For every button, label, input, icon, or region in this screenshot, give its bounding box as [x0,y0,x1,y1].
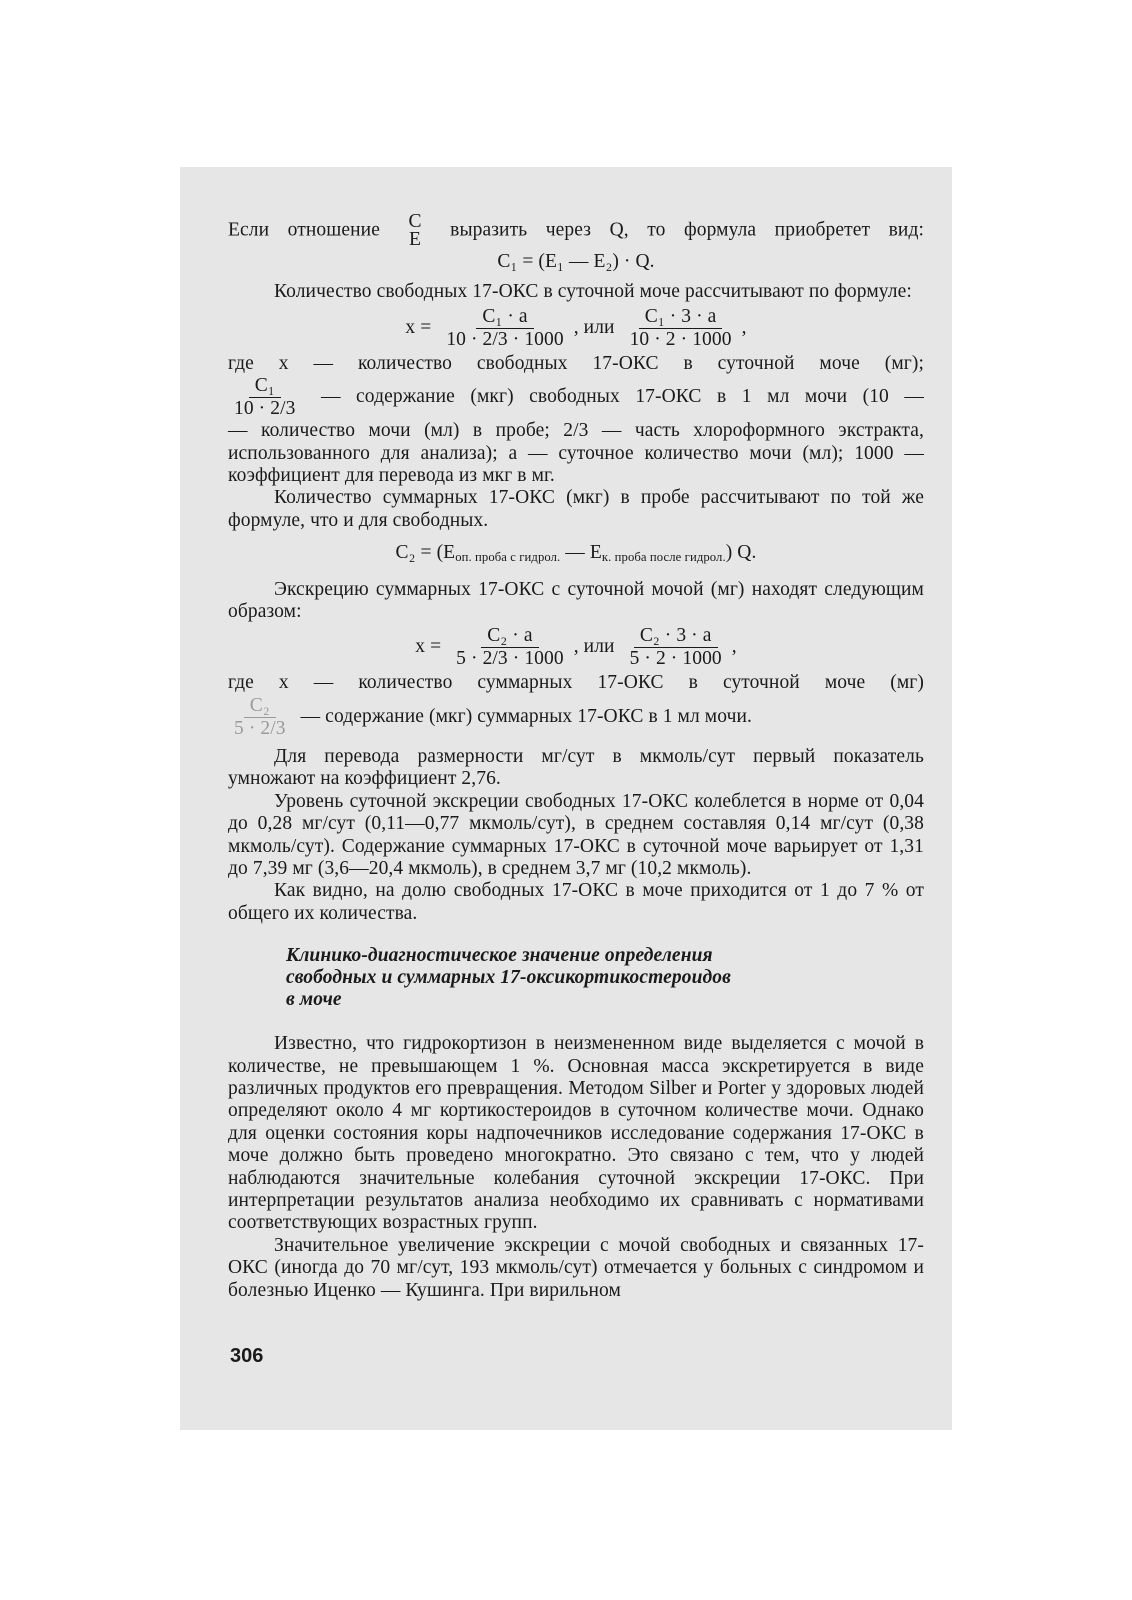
paragraph: Уровень суточной экскреции свободных 17-ОКС колеблется в норме от 0,04 до 0,28 мг/сут (0,11—0,77 мкмоль/сут), в среднем составляя 0,14 мг/сут (0,38 мкмоль/сут). Содержание суммарных 17-ОКС в суточной моче варьирует от 1,31 до 7,39 мг (3,6—20,4 мкмоль), в среднем 3,7 мг (10,2 мкмоль). [228,790,924,879]
paragraph: Количество суммарных 17-ОКС (мкг) в пробе рассчитывают по той же формуле, что и для свободных. [228,487,924,531]
formula-c2: $C_2 = (E_{оп. проба с гидрол.}$ — $E_{к. проба после гидрол.}$) Q. [395,542,757,565]
definition-line: $\frac{\text{C₁}}{10 \cdot 2/3}$ — содержание (мкг) свободных 17-ОКС в 1 мл мочи (10 — [228,375,924,420]
paragraph: Известно, что гидрокортизон в неизмененном виде выделяется с мочой в количестве, не превышающем 1 %. Основная масса экскретируется в виде различных продуктов его превращения. Методом Silber и Porter у здоровых людей определяют около 4 мг кортикостероидов в суточном количестве мочи. Однако для оценки состояния коры надпочечников исследование содержания 17-ОКС в моче должно быть проведено многократно. Это связано с тем, что у людей наблюдаются значительные колебания суточной экскреции 17-ОКС. При интерпретации результатов анализа необходимо их сравнивать с нормативами соответствующих возрастных групп. [228,1033,924,1234]
document-page [228,213,924,1302]
paragraph: Количество свободных 17-ОКС в суточной моче рассчитывают по формуле: [274,281,912,303]
section-heading: Клинико-диагностическое значение определения свободных и суммарных 17-оксикортикостероидов в моче [286,945,731,1011]
fraction: $\frac{\text{C₂}}{5 \cdot 2/3}$ [234,694,286,739]
fraction: $\frac{\text{C₁}}{10 \cdot 2/3}$ [234,375,296,420]
paragraph: Экскрецию суммарных 17-ОКС с суточной мочой (мг) находят следующим образом: [228,578,924,623]
definition-line: $\frac{\text{C₂}}{5 \cdot 2/3}$ — содержание (мкг) суммарных 17-ОКС в 1 мл мочи. [228,695,924,740]
ratio-sentence: Если отношение C E выразить через Q, то формула приобретет вид: [228,211,924,250]
fraction: $\frac{\text{C₂ · 3 · a}}{5 \cdot 2 \cdot 1000}$ [629,625,722,670]
paragraph: Значительное увеличение экскреции с мочой свободных и связанных 17-ОКС (иногда до 70 мг/сут, 193 мкмоль/сут) отмечается у больных с синдромом и болезнью Иценко — Кушинга. При вирильном [228,1234,924,1301]
definition-paragraph: — количество мочи (мл) в пробе; 2/3 — часть хлороформного экстракта, использованного для анализа); a — суточное количество мочи (мл); 1000 — коэффициент для перевода из мкг в мг. [228,420,924,487]
fraction: $\frac{\text{C₂ · a}}{5 \cdot 2/3 \cdot 1000}$ [456,625,564,670]
paragraph: Как видно, на долю свободных 17-ОКС в моче приходится от 1 до 7 % от общего их количества. [228,880,924,924]
definition-line: где x — количество суммарных 17-ОКС в суточной моче (мг) [228,672,924,694]
page-number: 306 [230,1345,264,1367]
definition-line: где x — количество свободных 17-ОКС в суточной моче (мг); [228,352,924,374]
fraction: $\frac{\text{C₁ · a}}{10 \cdot 2/3 \cdot 1000}$ [446,305,564,350]
formula-free-17oks: x = $\frac{\text{C₁ · a}}{10 \cdot 2/3 \cdot 1000}$ , или $\frac{\text{C₁ · 3 · a}}{10 \cdot 2 \cdot 1000}$ , [405,305,747,350]
fraction: $\frac{\text{C₁ · 3 · a}}{10 \cdot 2 \cdot 1000}$ [629,305,732,350]
ratio-fraction: C E [408,211,422,250]
paragraph: Для перевода размерности мг/сут в мкмоль/сут первый показатель умножают на коэффициент 2,76. [228,745,924,790]
formula-c1: C₁ = (E₁ — E₂) · Q. [497,251,655,272]
formula-total-17oks: x = $\frac{\text{C₂ · a}}{5 \cdot 2/3 \cdot 1000}$ , или $\frac{\text{C₂ · 3 · a}}{5 \cdot 2 \cdot 1000}$ , [415,625,737,670]
